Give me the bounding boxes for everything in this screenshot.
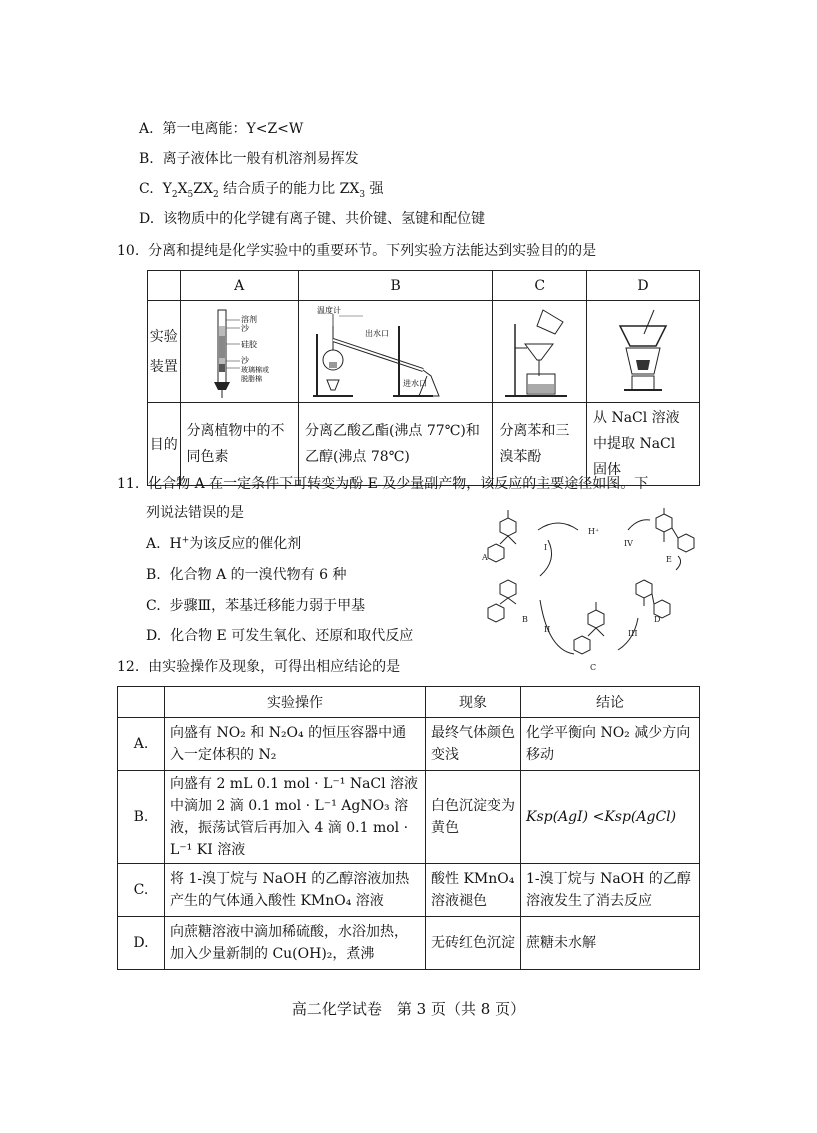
q12-header-operation: 实验操作 <box>165 687 426 718</box>
q9-option-d: D. 该物质中的化学键有离子键、共价键、氢键和配位键 <box>139 211 486 227</box>
reaction-mechanism-figure <box>478 500 703 680</box>
q9-option-b: B. 离子液体比一般有机溶剂易挥发 <box>139 151 359 167</box>
svg-text:IV: IV <box>624 539 633 548</box>
svg-text:II: II <box>544 625 551 634</box>
q10-header-d: D <box>587 271 700 301</box>
q12-row-c: C. 将 1-溴丁烷与 NaOH 的乙醇溶液加热产生的气体通入酸性 KMnO₄ 溶液 酸性 KMnO₄ 溶液褪色 1-溴丁烷与 NaOH 的乙醇溶液发生了消去反应 <box>118 864 700 917</box>
chromatography-column-figure <box>184 304 294 400</box>
q10-table <box>147 270 700 486</box>
q11-stem-1: 11. 化合物 A 在一定条件下可转变为酚 E 及少量副产物，该反应的主要途径如图。下 <box>117 476 649 492</box>
q10-header-b: B <box>298 271 492 301</box>
q12-stem: 12. 由实验操作及现象，可得出相应结论的是 <box>117 659 401 675</box>
apparatus-a-cell <box>180 301 298 403</box>
q11-option-d: D. 化合物 E 可发生氧化、还原和取代反应 <box>146 628 414 644</box>
svg-text:D: D <box>654 615 661 624</box>
svg-text:A: A <box>482 553 488 562</box>
svg-text:温度计: 温度计 <box>316 305 341 315</box>
svg-text:沙: 沙 <box>241 355 250 365</box>
apparatus-c-cell <box>493 301 587 403</box>
q10-purpose-a: 分离植物中的不同色素 <box>180 403 298 486</box>
page-footer: 高二化学试卷 第 3 页（共 8 页） <box>291 1000 526 1018</box>
q10-stem: 10. 分离和提纯是化学实验中的重要环节。下列实验方法能达到实验目的的是 <box>117 243 597 259</box>
q10-row-purpose-label: 目的 <box>148 403 181 486</box>
q9-option-a: A. 第一电离能：Y<Z<W <box>139 121 304 137</box>
svg-text:脱脂棉: 脱脂棉 <box>241 374 263 383</box>
q12-table <box>117 686 700 970</box>
apparatus-b-cell <box>298 301 492 403</box>
q12-header-conclusion: 结论 <box>521 687 700 718</box>
q11-option-a: A. H+为该反应的催化剂 <box>146 535 302 552</box>
svg-text:I: I <box>544 543 548 552</box>
svg-text:III: III <box>628 629 638 638</box>
q9-option-c: C. $Y_2X_5ZX_2$ 结合质子的能力比 $ZX_3$ 强 <box>139 181 384 200</box>
q11-option-c: C. 步骤Ⅲ，苯基迁移能力弱于甲基 <box>146 598 366 614</box>
svg-text:进水口: 进水口 <box>402 378 427 388</box>
svg-text:出水口: 出水口 <box>364 328 389 338</box>
distillation-apparatus-figure <box>303 304 489 400</box>
q10-purpose-c: 分离苯和三溴苯酚 <box>493 403 587 486</box>
apparatus-d-cell <box>587 301 700 403</box>
svg-text:玻璃棉或: 玻璃棉或 <box>241 365 270 374</box>
q12-row-a: A. 向盛有 NO₂ 和 N₂O₄ 的恒压容器中通入一定体积的 N₂ 最终气体颜色变浅 化学平衡向 NO₂ 减少方向移动 <box>118 718 700 771</box>
q10-purpose-d: 从 NaCl 溶液中提取 NaCl 固体 <box>587 403 700 486</box>
q12-row-d: D. 向蔗糖溶液中滴加稀硫酸，水浴加热，加入少量新制的 Cu(OH)₂，煮沸 无砖红色沉淀 蔗糖未水解 <box>118 917 700 970</box>
svg-text:C: C <box>590 663 597 672</box>
q10-header-a: A <box>180 271 298 301</box>
svg-text:溶剂: 溶剂 <box>241 314 258 324</box>
q12-header-phenomenon: 现象 <box>426 687 521 718</box>
q11-option-b: B. 化合物 A 的一溴代物有 6 种 <box>146 567 347 583</box>
svg-text:E: E <box>666 555 672 564</box>
q10-header-c: C <box>493 271 587 301</box>
q11-stem-2: 列说法错误的是 <box>146 505 244 521</box>
svg-text:H⁺: H⁺ <box>588 527 600 536</box>
svg-text:B: B <box>522 615 528 624</box>
q10-purpose-b: 分离乙酸乙酯(沸点 77℃)和乙醇(沸点 78℃) <box>298 403 492 486</box>
svg-text:硅胶: 硅胶 <box>241 339 258 349</box>
evaporation-apparatus-figure <box>588 304 698 400</box>
filtration-apparatus-figure <box>497 304 583 400</box>
svg-text:沙: 沙 <box>241 323 250 333</box>
q10-row-apparatus-label: 实验装置 <box>148 301 181 403</box>
q12-row-b: B. 向盛有 2 mL 0.1 mol · L⁻¹ NaCl 溶液中滴加 2 滴 0.1 mol · L⁻¹ AgNO₃ 溶液，振荡试管后再加入 4 滴 0.1 mol · L⁻¹ KI 溶液 白色沉淀变为黄色 Ksp(AgI) <Ksp(AgCl) <box>118 771 700 864</box>
